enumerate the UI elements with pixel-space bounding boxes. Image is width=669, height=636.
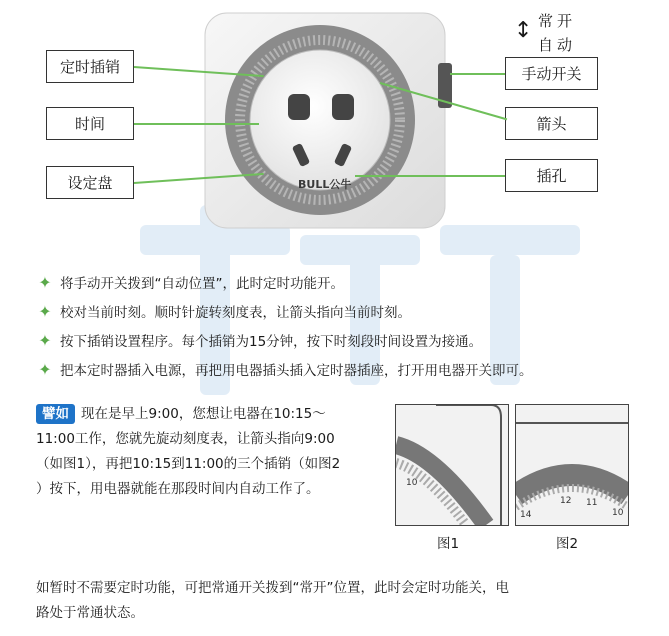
footer-note: 如暂时不需要定时功能，可把常通开关拨到“常开”位置，此时会定时功能关，电 路处于常通状态。 <box>36 580 509 621</box>
star-bullet-icon: ✦ <box>38 359 52 379</box>
switch-mode-arrow-icon: ↕ <box>514 18 533 43</box>
step-3: ✦ 按下插销设置程序。每个插销为15分钟，按下时刻段时间设置为接通。 <box>30 330 482 350</box>
star-bullet-icon: ✦ <box>38 330 52 350</box>
figure-1 <box>395 404 509 526</box>
example-paragraph: 譬如 现在是早上9:00，您想让电器在10:15～ 11:00工作，您就先旋动刻度表，让箭头指向9:00 （如图1），再把10:15到11:00的三个插销（如图2 ）按下，用电器就能在那段时间内自动工作了。 <box>36 406 341 497</box>
label-time: 时间 <box>46 107 134 140</box>
label-arrow: 箭头 <box>505 107 598 140</box>
figure-2-caption: 图2 <box>556 536 579 552</box>
step-4: ✦ 把本定时器插入电源，再把用电器插头插入定时器插座，打开用电器开关即可。 <box>30 359 533 379</box>
step-2: ✦ 校对当前时刻。顺时针旋转刻度表，让箭头指向当前时刻。 <box>30 301 411 321</box>
leader-time <box>134 123 259 125</box>
fig2-tick-2: 12 <box>560 496 572 506</box>
figure-2 <box>515 404 629 526</box>
fig2-tick-4: 10 <box>612 508 624 518</box>
label-timer-pin: 定时插销 <box>46 50 134 83</box>
step-1: ✦ 将手动开关拨到“自动位置”，此时定时功能开。 <box>30 272 344 292</box>
fig2-tick-1: 14 <box>520 510 532 520</box>
switch-mode-bottom: 自动 <box>538 36 577 54</box>
example-badge: 譬如 <box>36 404 75 424</box>
label-socket: 插孔 <box>505 159 598 192</box>
star-bullet-icon: ✦ <box>38 272 52 292</box>
label-dial: 设定盘 <box>46 166 134 199</box>
figure-1-caption: 图1 <box>437 536 460 552</box>
leader-manual-switch <box>450 73 505 75</box>
leader-socket <box>355 175 505 177</box>
star-bullet-icon: ✦ <box>38 301 52 321</box>
fig1-tick: 10 <box>406 478 418 488</box>
brand-logo: BULL公牛 <box>298 178 352 191</box>
label-manual-switch: 手动开关 <box>505 57 598 90</box>
timer-device-photo <box>200 8 460 233</box>
switch-mode-top: 常开 <box>538 12 577 30</box>
fig2-tick-3: 11 <box>586 498 598 508</box>
